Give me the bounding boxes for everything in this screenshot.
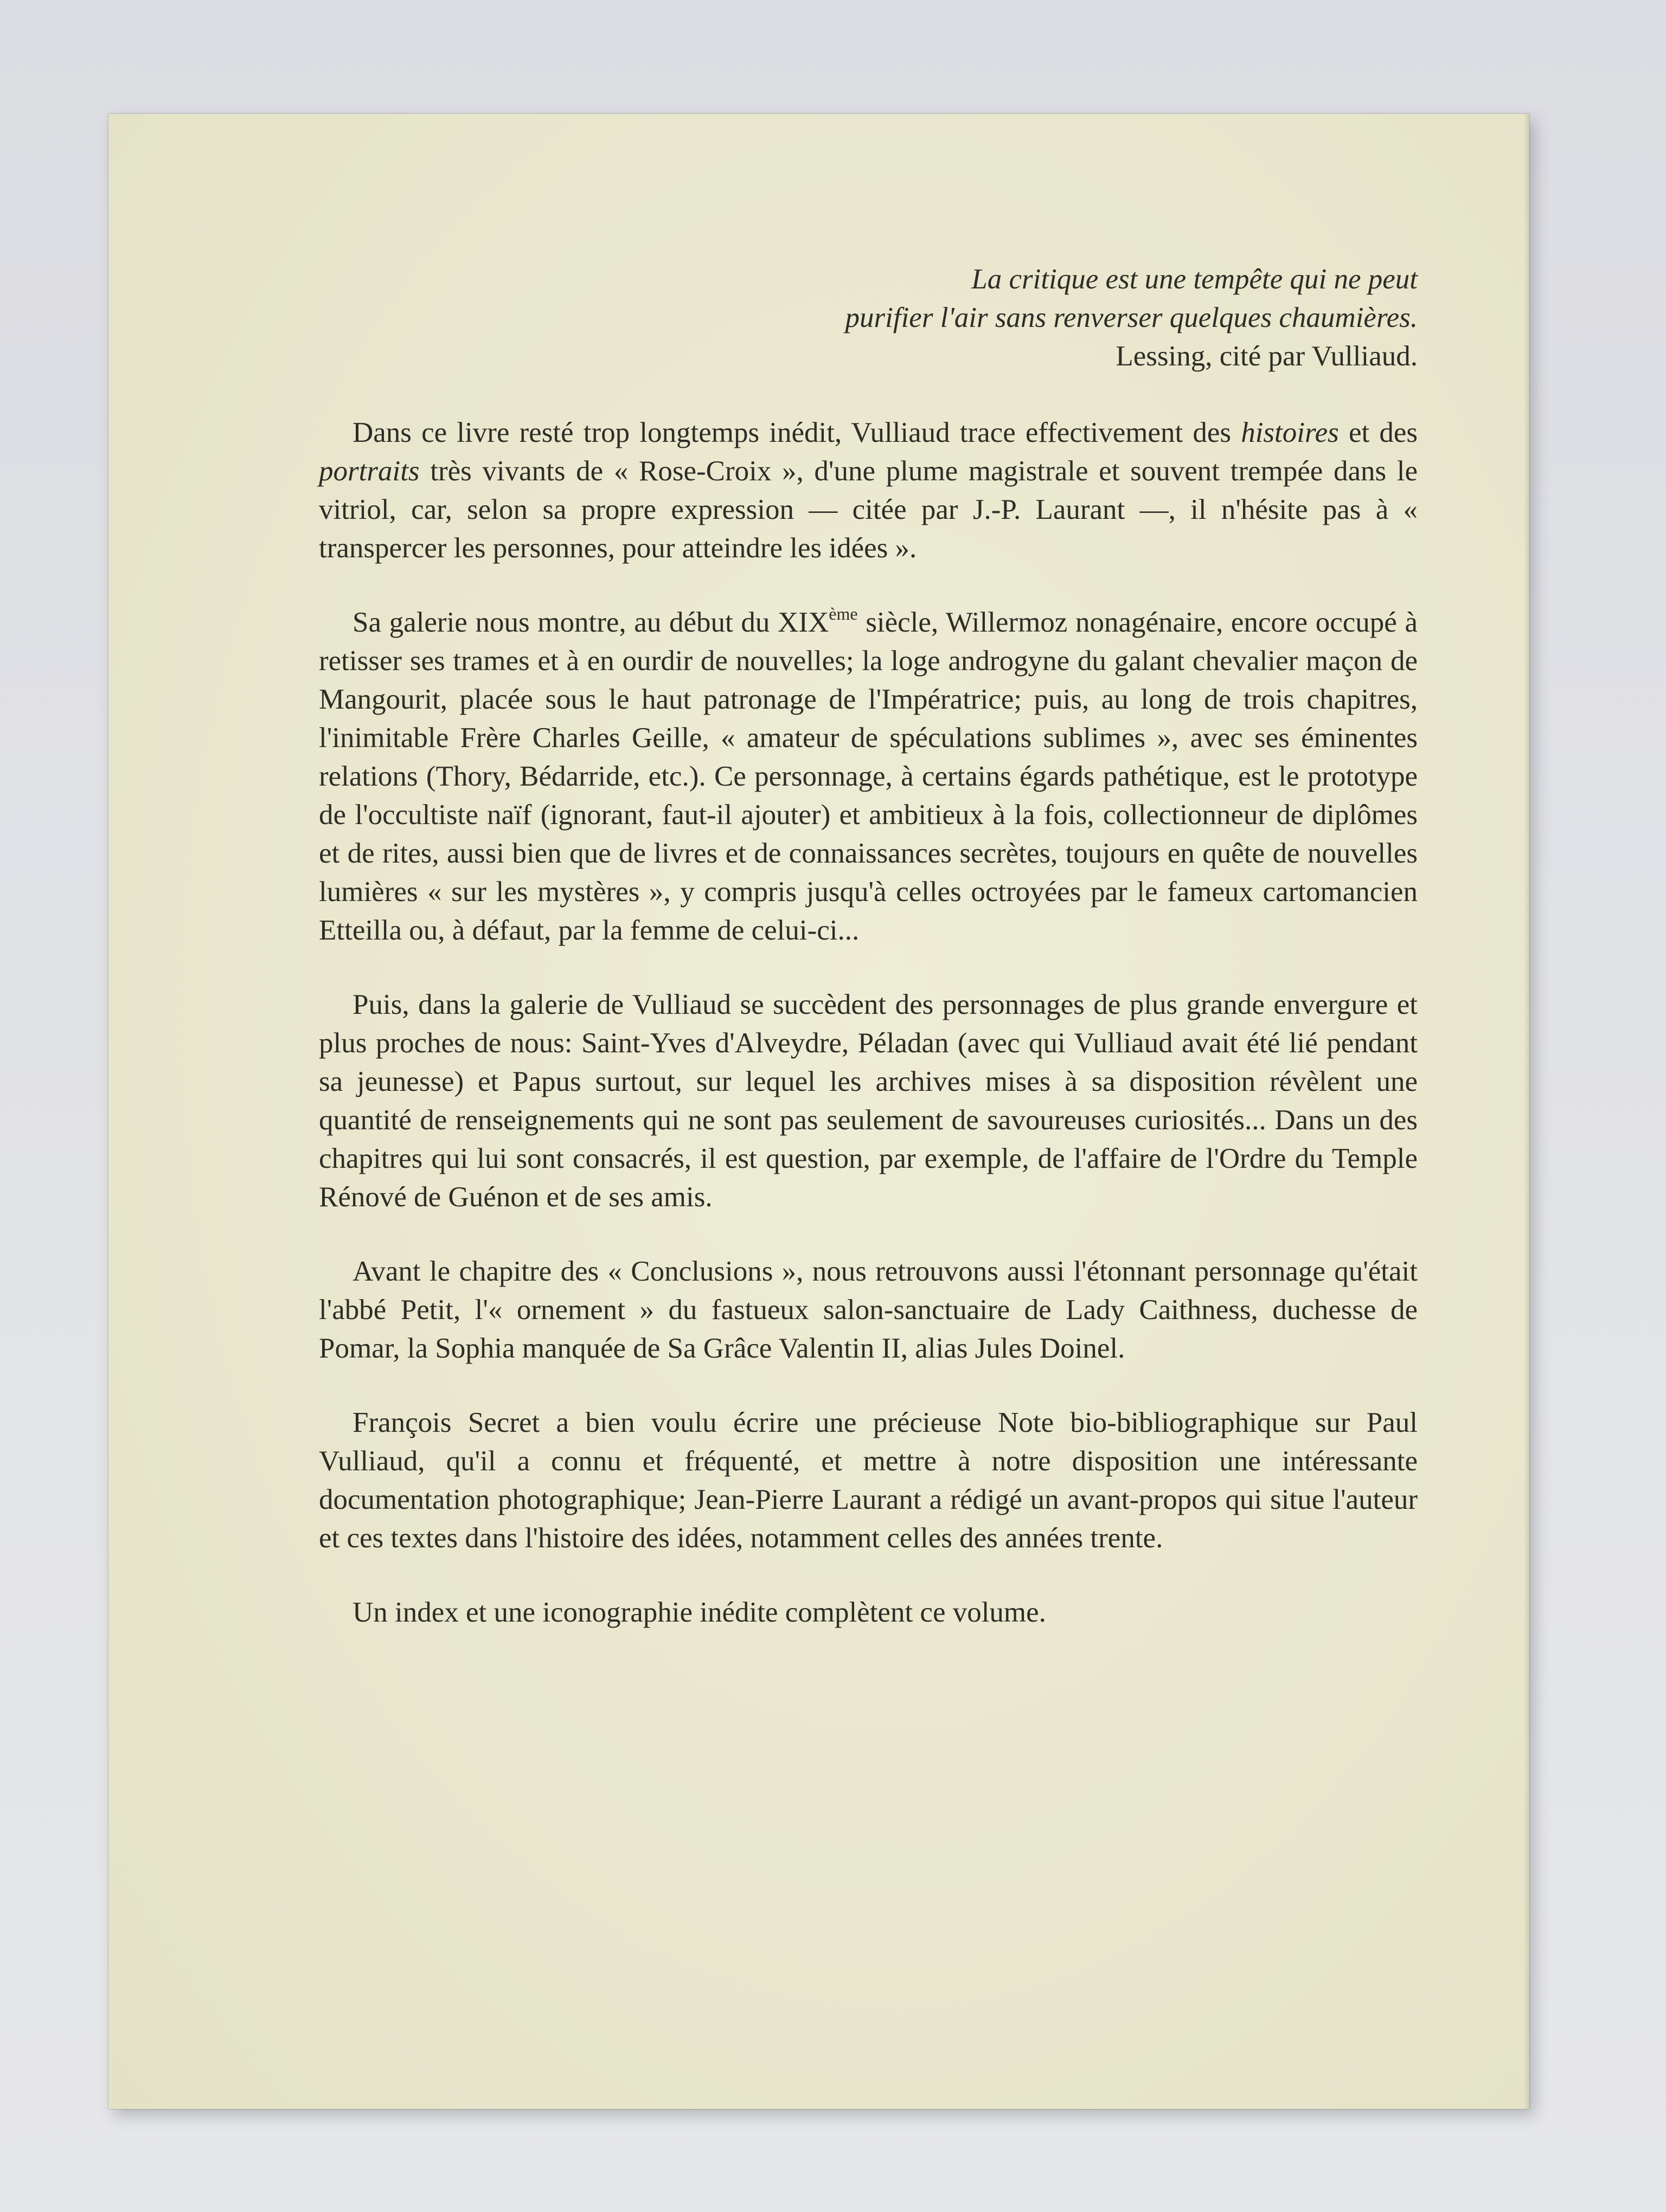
paragraph-2-part-a: Sa galerie nous montre, au début du XIX [353,607,829,638]
paragraph-4: Avant le chapitre des « Conclusions », nous retrouvons aussi l'étonnant personnage qu'était l'abbé Petit, l'« ornement » du fastueux salon-sanctuaire de Lady Caithness, duchesse de Pomar, la Sophia manquée de Sa Grâce Valentin II, alias Jules Doinel. [319,1256,1418,1364]
paragraph-1-part-c: très vivants de « Rose-Croix », d'une plume magistrale et souvent trempée dans le vitriol, car, selon sa propre expression — citée par J.-P. Laurant —, il n'hésite pas à « transpercer les personnes, pour atteindre les idées ». [319,455,1418,564]
epigraph-line-1: La critique est une tempête qui ne peut [971,263,1418,295]
book-back-cover [108,114,1529,2109]
paragraph-1-part-b: et des [1338,417,1418,448]
book-edge-shadow [1524,114,1529,2109]
paragraph-2-superscript: ème [829,604,858,623]
paragraph-3: Puis, dans la galerie de Vulliaud se succèdent des personnages de plus grande envergure et plus proches de nous: Saint-Yves d'Alveydre, Péladan (avec qui Vulliaud avait été lié pendant sa jeunesse) et Papus surtout, sur lequel les archives mises à sa disposition révèlent une quantité de renseignements qui ne sont pas seulement de savoureuses curiosités... Dans un des chapitres qui lui sont consacrés, il est question, par exemple, de l'affaire de l'Ordre du Temple Rénové de Guénon et de ses amis. [319,989,1418,1213]
paragraph-1 [319,414,1418,568]
paragraph-6: Un index et une iconographie inédite complètent ce volume. [353,1597,1046,1628]
paragraph-1-emphasis-histoires: histoires [1241,417,1339,448]
paragraph-5: François Secret a bien voulu écrire une précieuse Note bio-bibliographique sur Paul Vulliaud, qu'il a connu et fréquenté, et mettre à notre disposition une intéressante documentation photographique; Jean-Pierre Laurant a rédigé un avant-propos qui situe l'auteur et ces textes dans l'histoire des idées, notamment celles des années trente. [319,1407,1418,1554]
epigraph-line-2: purifier l'air sans renverser quelques chaumières. [845,302,1418,333]
epigraph-attribution: Lessing, cité par Vulliaud. [1116,340,1418,372]
epigraph [319,260,1418,376]
paragraph-2 [319,603,1418,950]
back-cover-text [319,260,1418,1668]
paragraph-2-part-b: siècle, Willermoz nonagénaire, encore occupé à retisser ses trames et à en ourdir de nouvelles; la loge androgyne du galant chevalier maçon de Mangourit, placée sous le haut patronage de l'Impératrice; puis, au long de trois chapitres, l'inimitable Frère Charles Geille, « amateur de spéculations sublimes », avec ses éminentes relations (Thory, Bédarride, etc.). Ce personnage, à certains égards pathétique, est le prototype de l'occultiste naïf (ignorant, faut-il ajouter) et ambitieux à la fois, collectionneur de diplômes et de rites, aussi bien que de livres et de connaissances secrètes, toujours en quête de nouvelles lumières « sur les mystères », y compris jusqu'à celles octroyées par le fameux cartomancien Etteilla ou, à défaut, par la femme de celui-ci... [319,607,1418,946]
paragraph-1-emphasis-portraits: portraits [319,455,420,487]
paragraph-1-part-a: Dans ce livre resté trop longtemps inédit, Vulliaud trace effectivement des [353,417,1241,448]
